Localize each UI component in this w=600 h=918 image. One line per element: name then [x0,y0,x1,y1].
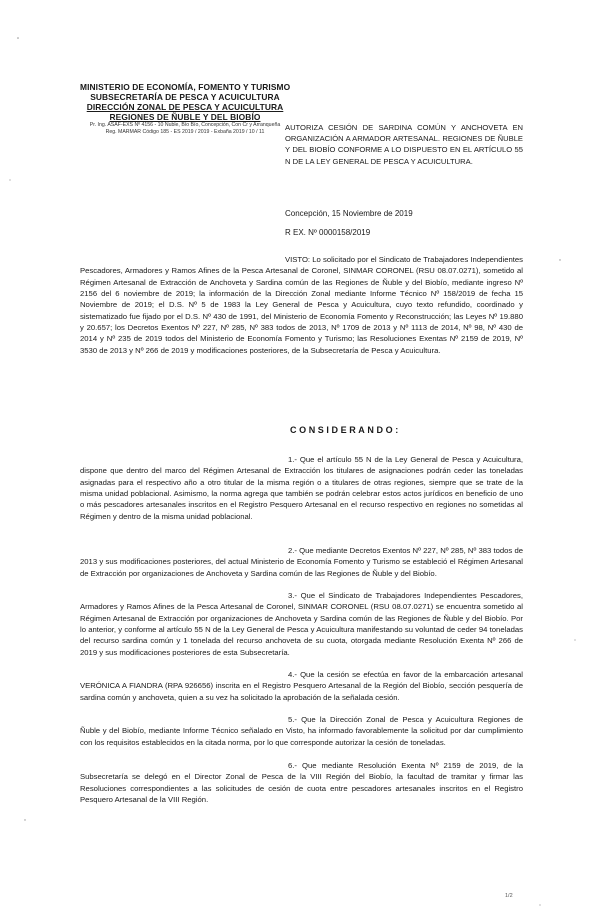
resolution-number: R EX. Nº 0000158/2019 [285,228,371,237]
reference-line-2: Reg. MARMAR Código 185 - ES 2019 / 2019 - Exbaña 2019 / 10 / 11 [105,129,265,135]
zonal-direction-name: DIRECCIÓN ZONAL DE PESCA Y ACUICULTURA [86,102,284,112]
page-number: 1/2 [505,893,513,899]
considerando-1: 1.- Que el artículo 55 N de la Ley General de Pesca y Acuicultura, dispone que dentro del marco del Régimen Artesanal de Extracción los titulares de asignaciones podrán ceder las toneladas asignadas para el respectivo año a otro titular de la misma región o a titulares de otras regiones, siempre que se trate de la misma unidad poblacional. Asimismo, la norma agrega que también se podrán celebrar estos actos jurídicos en beneficio de uno o más pescadores artesanales inscritos en el Registro Pesquero Artesanal en el recurso respectivo en regiones no sometidas al Régimen y dentro de la misma unidad poblacional. [80,455,523,521]
ministry-name: MINISTERIO DE ECONOMÍA, FOMENTO Y TURISMO [80,82,291,92]
considerando-2: 2.- Que mediante Decretos Exentos Nº 227, Nº 285, Nº 383 todos de 2013 y sus modificaciones posteriores, del actual Ministerio de Economía Fomento y Turismo se estableció el Régimen Artesanal de Extracción por organizaciones de Anchoveta y Sardina común de las Regiones de Ñuble y del Biobío. [80,546,523,578]
subsecretary-name: SUBSECRETARÍA DE PESCA Y ACUICULTURA [90,92,280,102]
considerando-6: 6.- Que mediante Resolución Exenta Nº 2159 de 2019, de la Subsecretaría se delegó en el Director Zonal de Pesca de la VIII Región del Biobío, la facultad de tramitar y firmar las Resoluciones correspondientes a las solicitudes de cesión de cuota entre pescadores artesanales inscritos en el Registro Pesquero Artesanal de la VIII Región. [80,761,523,805]
considerando-3: 3.- Que el Sindicato de Trabajadores Independientes Pescadores, Armadores y Ramos Afines de la Pesca Artesanal de Coronel, SINMAR CORONEL (RSU 08.07.0271) se encuentra sometido al Régimen Artesanal de Extracción por organizaciones de Anchoveta y Sardina común de las Regiones de Ñuble y del Biobío. Por lo anterior, y conforme al artículo 55 N de la Ley General de Pesca y Acuicultura manifestando su voluntad de ceder 94 toneladas del recurso sardina común y 1 tonelada del recurso anchoveta de su cuota, otorgada mediante Resolución Exenta Nº 266 de 2019 y sus modificaciones posteriores de esta Subsecretaría. [80,591,523,657]
visto-paragraph: VISTO: Lo solicitado por el Sindicato de Trabajadores Independientes Pescadores, Armadores y Ramos Afines de la Pesca Artesanal de Coronel, SINMAR CORONEL (RSU 08.07.0271), sometido al Régimen Artesanal de Extracción de Anchoveta y Sardina común de las Regiones de Ñuble y del Biobío, mediante ingreso Nº 2156 del 6 noviembre de 2019; la información de la Dirección Zonal mediante Informe Técnico Nº 158/2019 de fecha 15 Noviembre de 2019; el D.S. Nº 5 de 1983 la Ley General de Pesca y Acuicultura, cuyo texto refundido, coordinado y sistematizado fue fijado por el D.S. Nº 430 de 1991, del Ministerio de Economía Fomento y Reconstrucción; las Leyes Nº 19.880 y 20.657; los Decretos Exentos Nº 227, Nº 285, Nº 383 todos de 2013, Nº 1709 de 2013 y Nº 1113 de 2014, Nº 98, Nº 430 de 2014 y Nº 235 de 2019 todos del Ministerio de Economía Fomento y Turismo; las Resoluciones Exentas Nº 2159 de 2019, Nº 3530 de 2013 y Nº 266 de 2019 y modificaciones posteriores, de la Subsecretaría de Pesca y Acuicultura. [80,255,523,355]
considerando-4: 4.- Que la cesión se efectúa en favor de la embarcación artesanal VERÓNICA A FIANDRA (RPA 926656) inscrita en el Registro Pesquero Artesanal de la Región del Biobío, sección pesquería de sardina común y anchoveta, quien a su vez ha solicitado la aprobación de la señalada cesión. [80,670,523,702]
resolution-subject: AUTORIZA CESIÓN DE SARDINA COMÚN Y ANCHOVETA EN ORGANIZACIÓN A ARMADOR ARTESANAL. REGIONES DE ÑUBLE Y DEL BIOBÍO CONFORME A LO DISPUESTO EN EL ARTÍCULO 55 N DE LA LEY GENERAL DE PESCA Y ACUICULTURA. [285,123,523,166]
reference-line-1: Pr. Ing. ASAF-EXS Nº 4156 - 10 Ñuble, Bío Bío, Concepción, Con Cr y Arranqueña [89,122,281,128]
letterhead [80,82,290,136]
considerando-5: 5.- Que la Dirección Zonal de Pesca y Acuicultura Regiones de Ñuble y del Biobío, mediante Informe Técnico señalado en Visto, ha informado favorablemente la solicitud por dar cumplimiento con los requisitos establecidos en la citada norma, por lo que corresponde autorizar la cesión de toneladas. [80,715,523,747]
place-date: Concepción, 15 Noviembre de 2019 [285,209,413,218]
regions-name: REGIONES DE ÑUBLE Y DEL BIOBÍO [109,112,261,122]
considerando-heading: CONSIDERANDO: [290,425,401,435]
